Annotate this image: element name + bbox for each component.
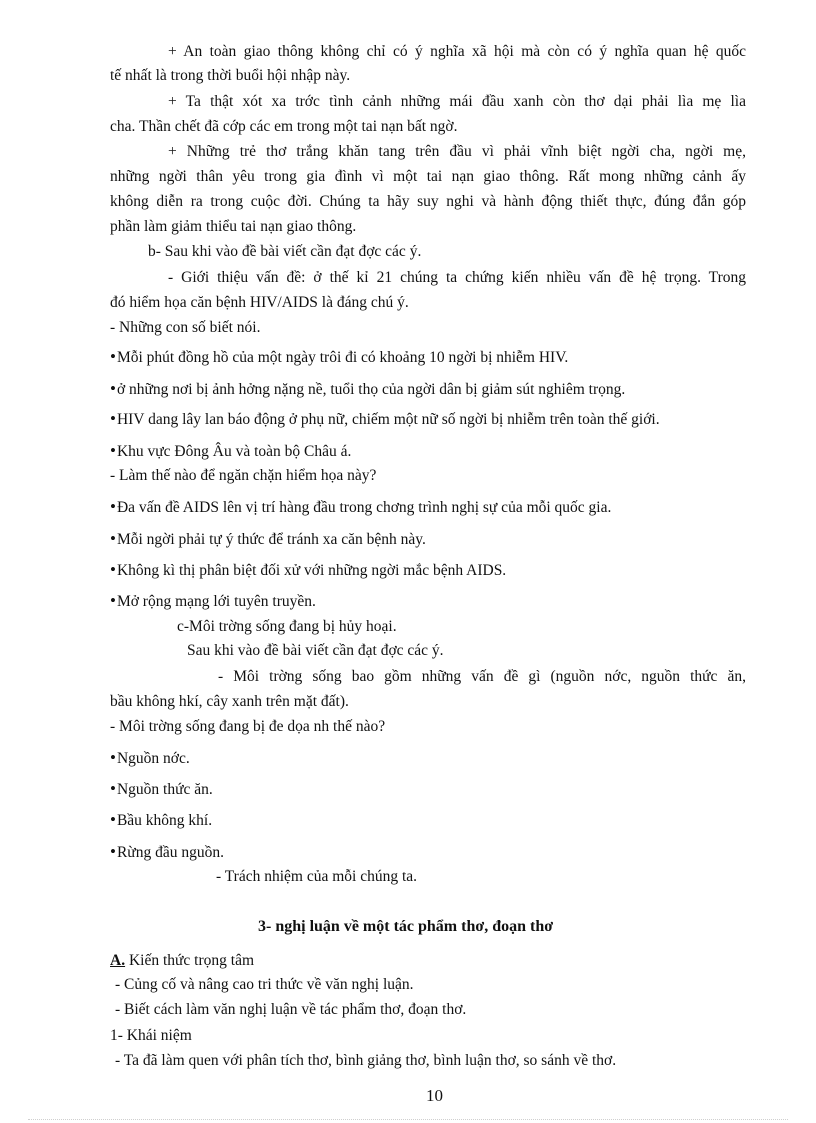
- subsection-title: Kiến thức trọng tâm: [128, 952, 255, 969]
- paragraph-line: - Biết cách làm văn nghị luận về tác phẩm thơ, đoạn thơ.: [115, 1001, 467, 1018]
- paragraph-line: không diễn ra trong cuộc đời. Chúng ta hãy suy nghi và hành động thiết thực, đúng đắn góp: [110, 193, 746, 210]
- page-footer-rule: [28, 1119, 788, 1120]
- list-item: • HIV dang lây lan báo động ở phụ nữ, chiếm một nữ số ngời bị nhiễm trên toàn thế giới.: [110, 409, 660, 430]
- paragraph-line: - Môi trờng sống đang bị đe dọa nh thế nào?: [110, 718, 386, 735]
- paragraph-line: đó hiểm họa căn bệnh HIV/AIDS là đáng chú ý.: [110, 294, 409, 311]
- paragraph-line: 1- Khái niệm: [110, 1027, 192, 1044]
- list-item: • Rừng đầu nguồn.: [110, 842, 224, 863]
- list-item: • Mỗi phút đồng hồ của một ngày trôi đi có khoảng 10 ngời bị nhiễm HIV.: [110, 347, 568, 368]
- list-item: • Nguồn nớc.: [110, 748, 190, 769]
- paragraph-line: - Làm thế nào để ngăn chặn hiểm họa này?: [110, 467, 377, 484]
- paragraph-line: phần làm giảm thiểu tai nạn giao thông.: [110, 218, 357, 235]
- paragraph-line: tế nhất là trong thời buổi hội nhập này.: [110, 67, 351, 84]
- paragraph-line: - Những con số biết nói.: [110, 319, 261, 336]
- paragraph-line: - Củng cố và nâng cao tri thức về văn nghị luận.: [115, 976, 414, 993]
- paragraph-line: - Trách nhiệm của mỗi chúng ta.: [216, 868, 418, 885]
- paragraph-line: - Giới thiệu vấn đề: ở thế kỉ 21 chúng ta chứng kiến nhiều vấn đề hệ trọng. Trong: [168, 269, 746, 286]
- section-heading: c-Môi trờng sống đang bị hủy hoại.: [177, 618, 397, 635]
- paragraph-line: những ngời thân yêu trong gia đình vì một tai nạn giao thông. Rất mong những cảnh ấy: [110, 168, 746, 185]
- list-item: • Khu vực Đông Âu và toàn bộ Châu á.: [110, 441, 351, 462]
- paragraph-line: + Những trẻ thơ trắng khăn tang trên đầu vì phải vĩnh biệt ngời cha, ngời mẹ,: [168, 143, 746, 160]
- paragraph-line: bầu không hkí, cây xanh trên mặt đất).: [110, 693, 349, 710]
- paragraph-line: + An toàn giao thông không chỉ có ý nghĩa xã hội mà còn có ý nghĩa quan hệ quốc: [168, 43, 746, 60]
- subsection-letter: A.: [110, 952, 126, 969]
- section-title: 3- nghị luận về một tác phẩm thơ, đoạn thơ: [258, 918, 554, 935]
- list-item: • Nguồn thức ăn.: [110, 779, 213, 800]
- list-item: • Mỗi ngời phải tự ý thức để tránh xa căn bệnh này.: [110, 529, 426, 550]
- paragraph-line: - Ta đã làm quen với phân tích thơ, bình giảng thơ, bình luận thơ, so sánh về thơ.: [115, 1052, 617, 1069]
- list-item: • Đa vấn đề AIDS lên vị trí hàng đầu trong chơng trình nghị sự của mỗi quốc gia.: [110, 497, 611, 518]
- paragraph-line: Sau khi vào đề bài viết cần đạt đợc các ý.: [187, 642, 444, 659]
- paragraph-line: + Ta thật xót xa trớc tình cảnh những mái đầu xanh còn thơ dại phải lìa mẹ lìa: [168, 93, 746, 110]
- paragraph-line: cha. Thần chết đã cớp các em trong một tai nạn bất ngờ.: [110, 118, 458, 135]
- list-item: • Không kì thị phân biệt đối xử với những ngời mắc bệnh AIDS.: [110, 560, 506, 581]
- list-item: • Bầu không khí.: [110, 810, 212, 831]
- list-item: • Mở rộng mạng lới tuyên truyền.: [110, 591, 316, 612]
- section-heading: b- Sau khi vào đề bài viết cần đạt đợc các ý.: [148, 243, 422, 260]
- page-number: 10: [426, 1086, 443, 1105]
- list-item: • ở những nơi bị ảnh hởng nặng nề, tuổi thọ của ngời dân bị giảm sút nghiêm trọng.: [110, 379, 625, 400]
- subsection-heading: [110, 951, 254, 971]
- paragraph-line: - Môi trờng sống bao gồm những vấn đề gì (nguồn nớc, nguồn thức ăn,: [218, 668, 746, 685]
